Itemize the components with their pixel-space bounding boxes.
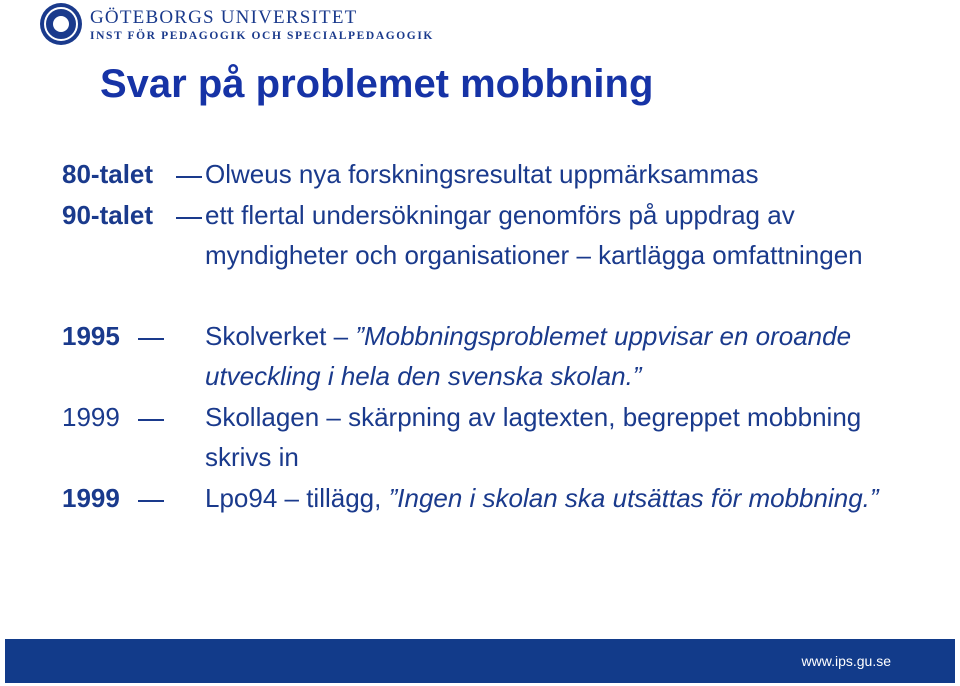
item-text xyxy=(205,478,885,518)
item-text: Olweus nya forskningsresultat uppmärksammas xyxy=(205,159,759,189)
dash-divider xyxy=(176,217,202,219)
item-label: 1999 xyxy=(62,402,120,432)
slide-title: Svar på problemet mobbning xyxy=(100,62,654,106)
item-label: 80-talet xyxy=(62,159,154,189)
university-seal-icon xyxy=(40,3,82,45)
item-text-plain: Lpo94 – tillägg, xyxy=(205,483,382,513)
item-text: Skollagen – skärpning av lagtexten, begreppet mobbning skrivs in xyxy=(205,402,862,472)
item-label: 90-talet xyxy=(62,200,154,230)
item-text-quote: ”Mobbningsproblemet uppvisar en oroande utveckling i hela den svenska skolan.” xyxy=(205,321,852,391)
item-text: ett flertal undersökningar genomförs på uppdrag av myndigheter och organisationer – kartlägga omfattningen xyxy=(205,200,863,270)
footer-url-link[interactable]: www.ips.gu.se xyxy=(801,653,891,669)
footer-bar xyxy=(5,639,955,683)
item-text-quote: ”Ingen i skolan ska utsättas för mobbning.” xyxy=(388,483,879,513)
item-text-plain: Skolverket – xyxy=(205,321,349,351)
item-text xyxy=(205,316,885,396)
dash-divider xyxy=(138,338,164,340)
university-name: GÖTEBORGS UNIVERSITET xyxy=(90,7,358,28)
dash-divider xyxy=(138,419,164,421)
institute-name: INST FÖR PEDAGOGIK OCH SPECIALPEDAGOGIK xyxy=(90,30,434,42)
dash-divider xyxy=(176,176,202,178)
item-label: 1995 xyxy=(62,321,120,351)
item-label: 1999 xyxy=(62,483,120,513)
dash-divider xyxy=(138,500,164,502)
